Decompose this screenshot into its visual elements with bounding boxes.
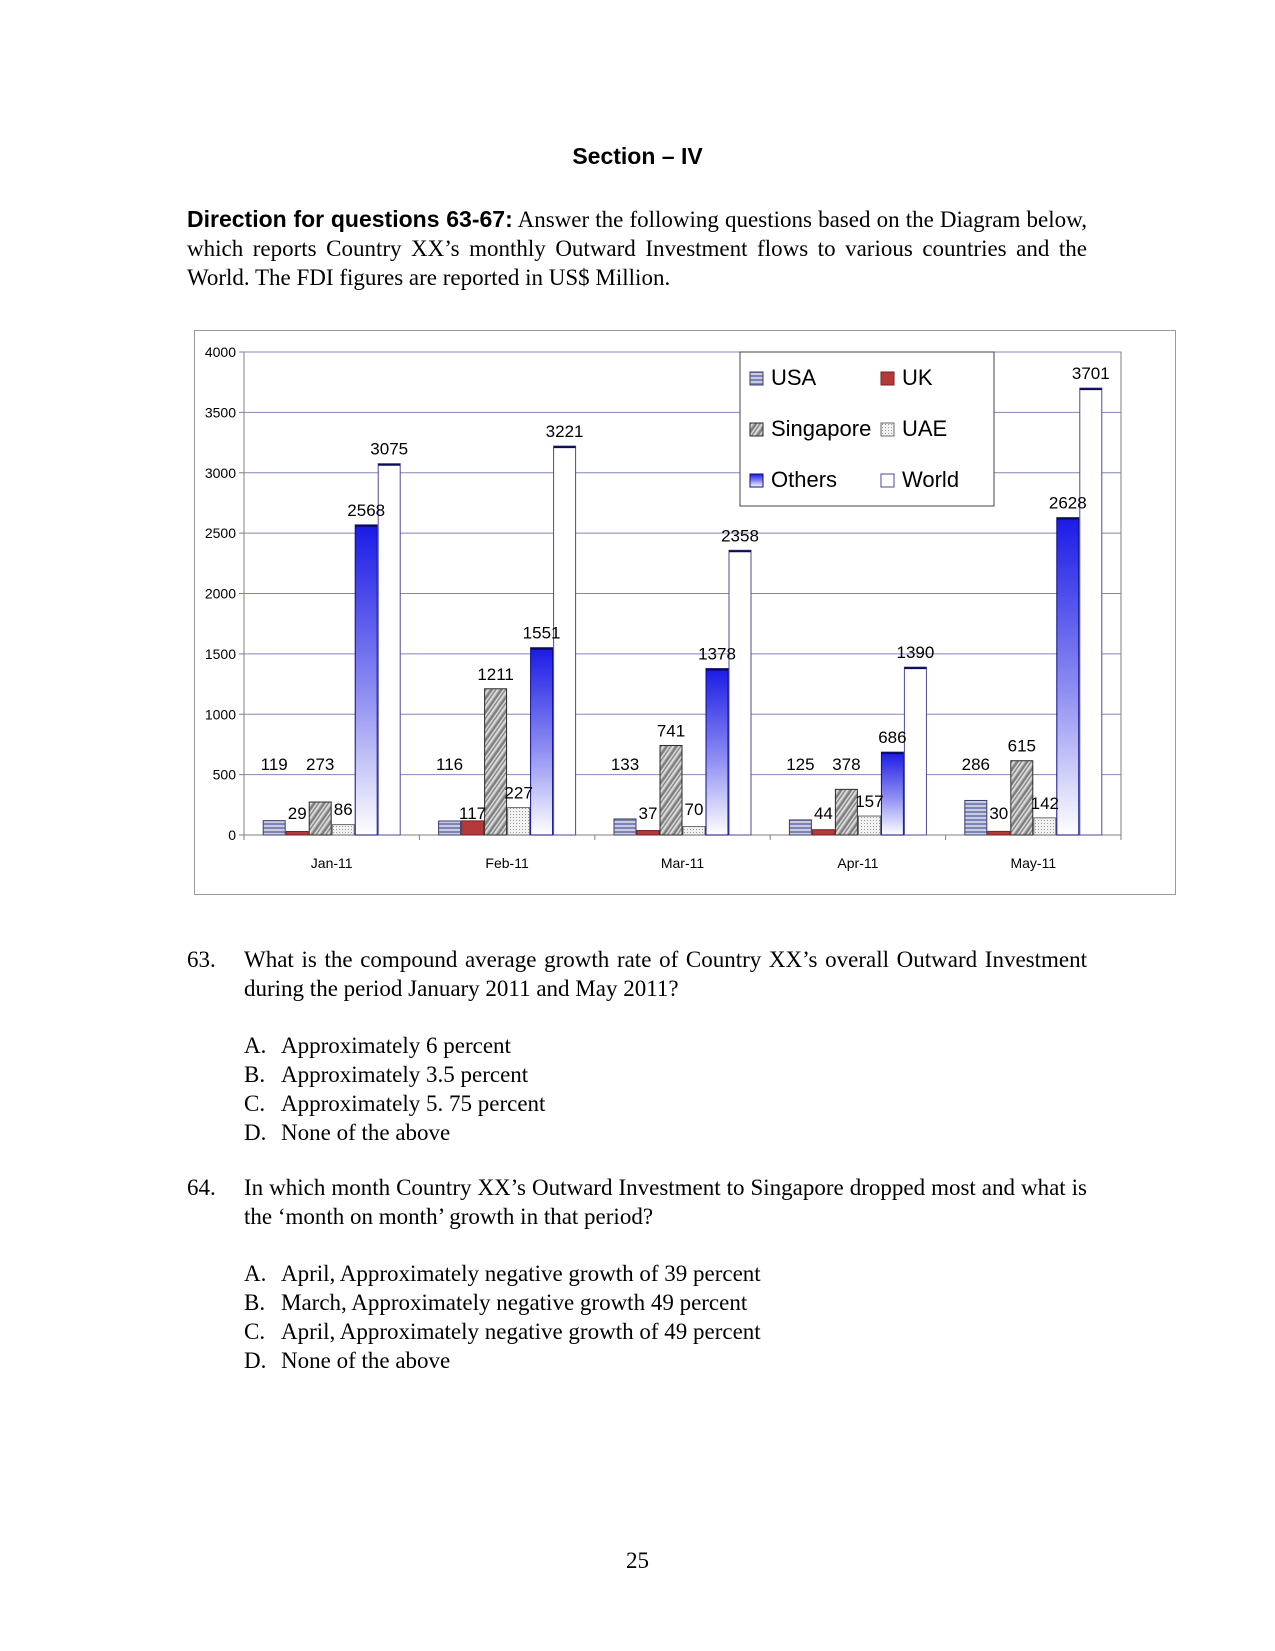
y-tick-label: 500 [212, 766, 236, 783]
option-b[interactable] [244, 1060, 1087, 1089]
option-c[interactable] [244, 1089, 1087, 1118]
y-tick-label: 4000 [204, 344, 236, 360]
data-label: 227 [504, 783, 533, 803]
data-label: 378 [832, 755, 861, 774]
legend-swatch-others [750, 474, 763, 487]
page-number: 25 [626, 1548, 649, 1573]
option-text: April, Approximately negative growth of 49 percent [281, 1319, 761, 1344]
option-text: Approximately 3.5 percent [281, 1062, 529, 1087]
option-text: Approximately 6 percent [281, 1033, 511, 1058]
bar-singapore-feb-11 [485, 689, 507, 835]
data-label: 44 [813, 804, 833, 823]
data-label: 86 [333, 800, 353, 819]
option-a[interactable] [244, 1259, 1087, 1288]
bar-others-apr-11 [881, 752, 903, 835]
data-label: 2628 [1048, 493, 1087, 513]
option-letter: B. [244, 1290, 266, 1315]
data-label: 157 [855, 792, 884, 812]
option-b[interactable] [244, 1288, 1087, 1317]
data-label: 1390 [896, 643, 935, 663]
bar-singapore-jan-11 [309, 802, 331, 835]
option-letter: A. [244, 1261, 267, 1286]
question-text: What is the compound average growth rate of Country XX’s overall Outward Investment during the period January 2011 and May 2011? [244, 947, 1087, 1001]
data-label: 1211 [477, 664, 514, 684]
bar-world-mar-11 [729, 550, 751, 835]
chart-canvas [195, 331, 1175, 894]
bar-others-may-11 [1057, 518, 1079, 835]
data-label: 286 [961, 755, 990, 774]
legend-label: UAE [902, 416, 948, 441]
x-tick-label: Feb-11 [485, 855, 529, 871]
data-label: 686 [878, 728, 907, 748]
data-label: 3701 [1071, 364, 1110, 384]
data-label: 615 [1007, 736, 1036, 756]
bar-others-feb-11 [531, 648, 553, 835]
fdi-chart [194, 330, 1176, 895]
x-tick-label: Jan-11 [310, 855, 353, 871]
y-tick-label: 2000 [204, 585, 236, 602]
question-63 [187, 945, 1087, 1147]
bar-world-may-11 [1080, 388, 1102, 835]
option-c[interactable] [244, 1317, 1087, 1346]
option-letter: D. [244, 1348, 267, 1373]
bar-usa-mar-11 [614, 819, 636, 835]
legend-label: Others [771, 467, 838, 492]
legend-swatch-uk [881, 372, 894, 385]
question-options [244, 1031, 1087, 1147]
x-tick-label: Apr-11 [837, 855, 879, 871]
bar-uk-jan-11 [286, 831, 308, 835]
legend-label: Singapore [771, 416, 872, 441]
option-letter: C. [244, 1319, 266, 1344]
data-label: 125 [786, 755, 815, 774]
legend-label: USA [771, 365, 817, 390]
data-label: 1551 [522, 623, 561, 643]
data-label: 273 [306, 755, 335, 774]
bar-usa-jan-11 [263, 821, 285, 835]
y-tick-label: 3500 [204, 404, 236, 421]
bar-singapore-may-11 [1011, 761, 1033, 835]
legend-label: UK [902, 365, 933, 390]
option-letter: B. [244, 1062, 266, 1087]
question-options [244, 1259, 1087, 1375]
data-label: 133 [610, 755, 640, 774]
x-tick-label: May-11 [1010, 855, 1057, 871]
question-text: In which month Country XX’s Outward Investment to Singapore dropped most and what is the ‘month on month’ growth in that period? [244, 1175, 1087, 1229]
bar-usa-apr-11 [789, 820, 811, 835]
data-label: 117 [459, 804, 487, 823]
option-d[interactable] [244, 1118, 1087, 1147]
data-label: 29 [287, 804, 307, 823]
option-d[interactable] [244, 1346, 1087, 1375]
direction-paragraph [187, 205, 1087, 292]
bar-uae-feb-11 [508, 808, 530, 835]
option-text: None of the above [281, 1348, 451, 1373]
bar-uae-jan-11 [332, 825, 354, 835]
option-text: None of the above [281, 1120, 451, 1145]
data-label: 37 [638, 804, 658, 823]
y-tick-label: 1500 [204, 645, 236, 662]
option-letter: A. [244, 1033, 267, 1058]
bar-uae-mar-11 [683, 827, 705, 835]
data-label: 30 [989, 804, 1009, 823]
bar-uk-apr-11 [812, 830, 834, 835]
y-tick-label: 3000 [204, 464, 236, 481]
data-label: 2358 [721, 526, 759, 546]
legend-swatch-world [881, 474, 894, 487]
legend-swatch-singapore [750, 423, 763, 436]
legend-swatch-uae [881, 423, 894, 436]
data-label: 2568 [347, 500, 386, 520]
bar-singapore-apr-11 [835, 789, 857, 835]
bar-uk-may-11 [988, 831, 1010, 835]
data-label: 3075 [370, 439, 409, 459]
data-label: 3221 [545, 422, 584, 442]
y-tick-label: 0 [228, 827, 236, 843]
direction-text: Answer the following questions based on the Diagram below, which reports Country XX’s monthly Outward Investment flows to various countries and the World. The FDI figures are reported in US$ Million. [187, 207, 1087, 290]
data-label: 116 [436, 755, 464, 774]
option-text: Approximately 5. 75 percent [281, 1091, 546, 1116]
data-label: 70 [684, 800, 704, 819]
question-number: 64. [187, 1175, 216, 1200]
direction-label: Direction for questions 63-67: [187, 206, 513, 232]
question-64 [187, 1173, 1087, 1375]
data-label: 142 [1030, 793, 1059, 813]
option-letter: D. [244, 1120, 267, 1145]
x-tick-label: Mar-11 [660, 855, 705, 871]
bar-usa-feb-11 [439, 821, 461, 835]
data-label: 119 [260, 755, 288, 774]
legend-swatch-usa [750, 372, 763, 385]
question-number: 63. [187, 947, 216, 972]
option-text: April, Approximately negative growth of 39 percent [281, 1261, 761, 1286]
section-title: Section – IV [572, 143, 703, 169]
bar-usa-may-11 [965, 800, 987, 835]
legend-label: World [902, 467, 960, 492]
y-tick-label: 1000 [204, 706, 236, 723]
option-text: March, Approximately negative growth 49 percent [281, 1290, 748, 1315]
y-tick-label: 2500 [204, 525, 236, 542]
bar-others-jan-11 [355, 525, 377, 835]
bar-others-mar-11 [706, 669, 728, 835]
data-label: 741 [656, 721, 686, 741]
bar-uae-may-11 [1034, 818, 1056, 835]
option-a[interactable] [244, 1031, 1087, 1060]
legend [740, 352, 994, 506]
bar-world-apr-11 [904, 667, 926, 835]
option-letter: C. [244, 1091, 266, 1116]
bar-uae-apr-11 [858, 816, 880, 835]
bar-uk-mar-11 [637, 831, 659, 835]
bar-singapore-mar-11 [660, 746, 682, 835]
data-label: 1378 [698, 644, 736, 664]
